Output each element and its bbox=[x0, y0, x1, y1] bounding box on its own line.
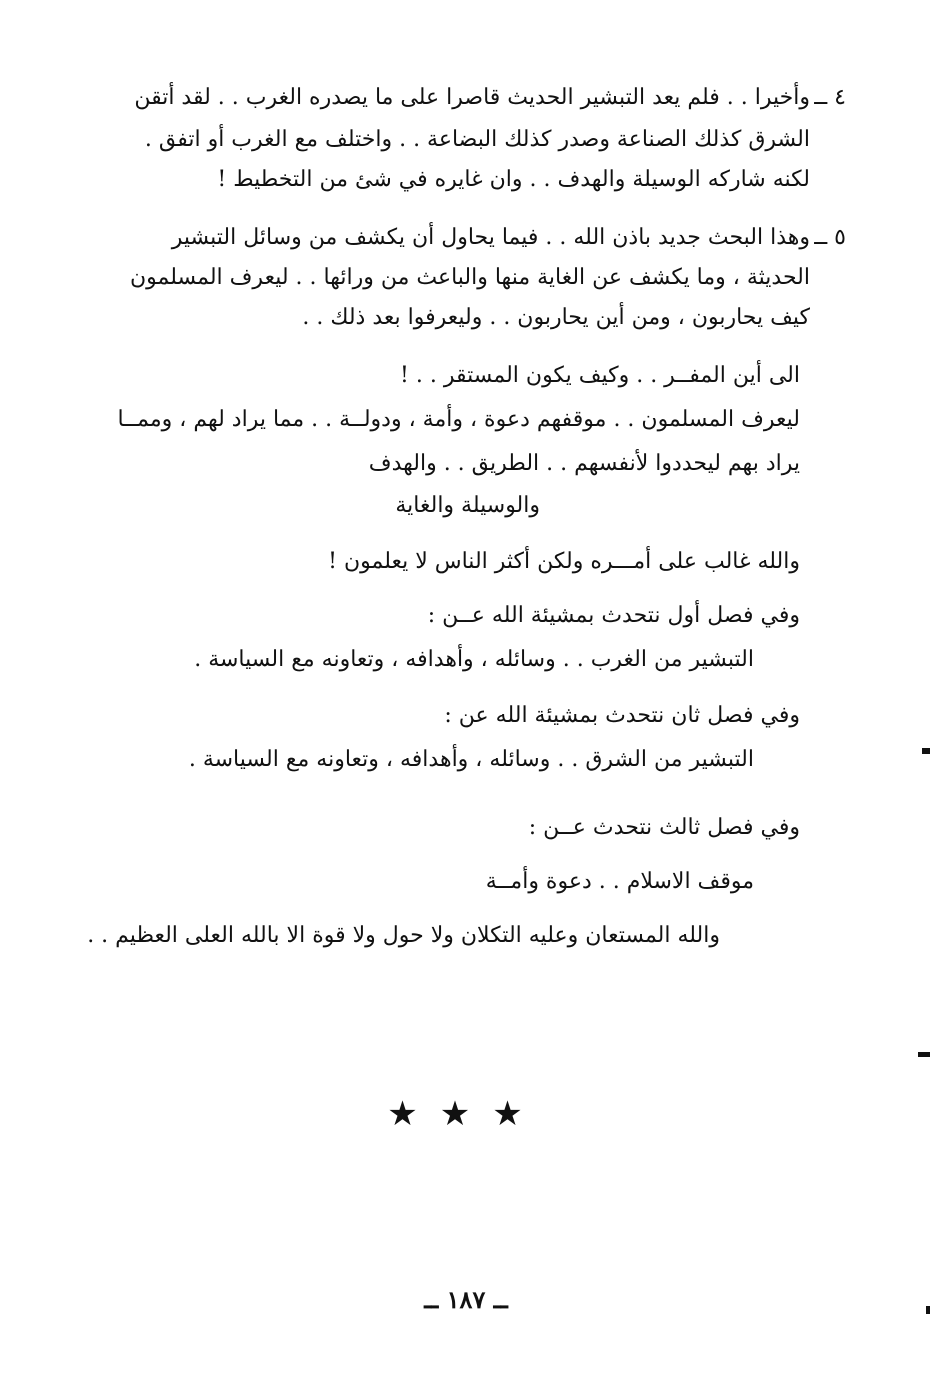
section-separator-stars: ★★★ bbox=[387, 1094, 545, 1134]
item-number-4: ٤ ــ bbox=[814, 85, 846, 110]
body-line-8: وفي فصل ثان نتحدث بمشيئة الله عن : bbox=[444, 703, 800, 728]
item-4-line-2: الشرق كذلك الصناعة وصدر كذلك البضاعة . . واختلف مع الغرب أو اتفق . bbox=[144, 127, 810, 152]
body-line-10: وفي فصل ثالث نتحدث عــن : bbox=[528, 815, 800, 840]
item-number-5: ٥ ــ bbox=[814, 225, 846, 250]
body-line-6: وفي فصل أول نتحدث بمشيئة الله عــن : bbox=[427, 603, 800, 628]
body-line-4: والوسيلة والغاية bbox=[395, 493, 540, 518]
body-line-7: التبشير من الغرب . . وسائله ، وأهدافه ، وتعاونه مع السياسة . bbox=[194, 647, 754, 672]
scan-edge-mark bbox=[918, 1052, 930, 1057]
body-line-5: والله غالب على أمـــره ولكن أكثر الناس لا يعلمون ! bbox=[328, 549, 800, 574]
body-line-11: موقف الاسلام . . دعوة وأمــة bbox=[485, 869, 754, 894]
item-4-line-3: لكنه شاركه الوسيلة والهدف . . وان غايره في شئ من التخطيط ! bbox=[217, 167, 810, 192]
body-line-2: ليعرف المسلمون . . موقفهم دعوة ، وأمة ، ودولــة . . مما يراد لهم ، وممــا bbox=[117, 407, 800, 432]
page-number: ــ ١٨٧ ــ bbox=[424, 1285, 508, 1314]
item-5-line-3: كيف يحاربون ، ومن أين يحاربون . . وليعرفوا بعد ذلك . . bbox=[302, 305, 810, 330]
body-line-12: والله المستعان وعليه التكلان ولا حول ولا قوة الا بالله العلى العظيم . . bbox=[87, 923, 720, 948]
body-line-3: يراد بهم ليحددوا لأنفسهم . . الطريق . . والهدف bbox=[368, 451, 800, 476]
item-5-line-1: وهذا البحث جديد باذن الله . . فيما يحاول أن يكشف من وسائل التبشير bbox=[171, 225, 810, 250]
item-4-line-1: وأخيرا . . فلم يعد التبشير الحديث قاصرا على ما يصدره الغرب . . لقد أتقن bbox=[134, 85, 810, 110]
body-line-9: التبشير من الشرق . . وسائله ، وأهدافه ، وتعاونه مع السياسة . bbox=[188, 747, 754, 772]
scan-edge-mark bbox=[922, 748, 930, 754]
item-5-line-2: الحديثة ، وما يكشف عن الغاية منها والباعث من ورائها . . ليعرف المسلمون bbox=[129, 265, 810, 290]
scan-edge-mark bbox=[926, 1306, 930, 1314]
body-line-1: الى أين المفــر . . وكيف يكون المستقر . . ! bbox=[400, 363, 800, 388]
